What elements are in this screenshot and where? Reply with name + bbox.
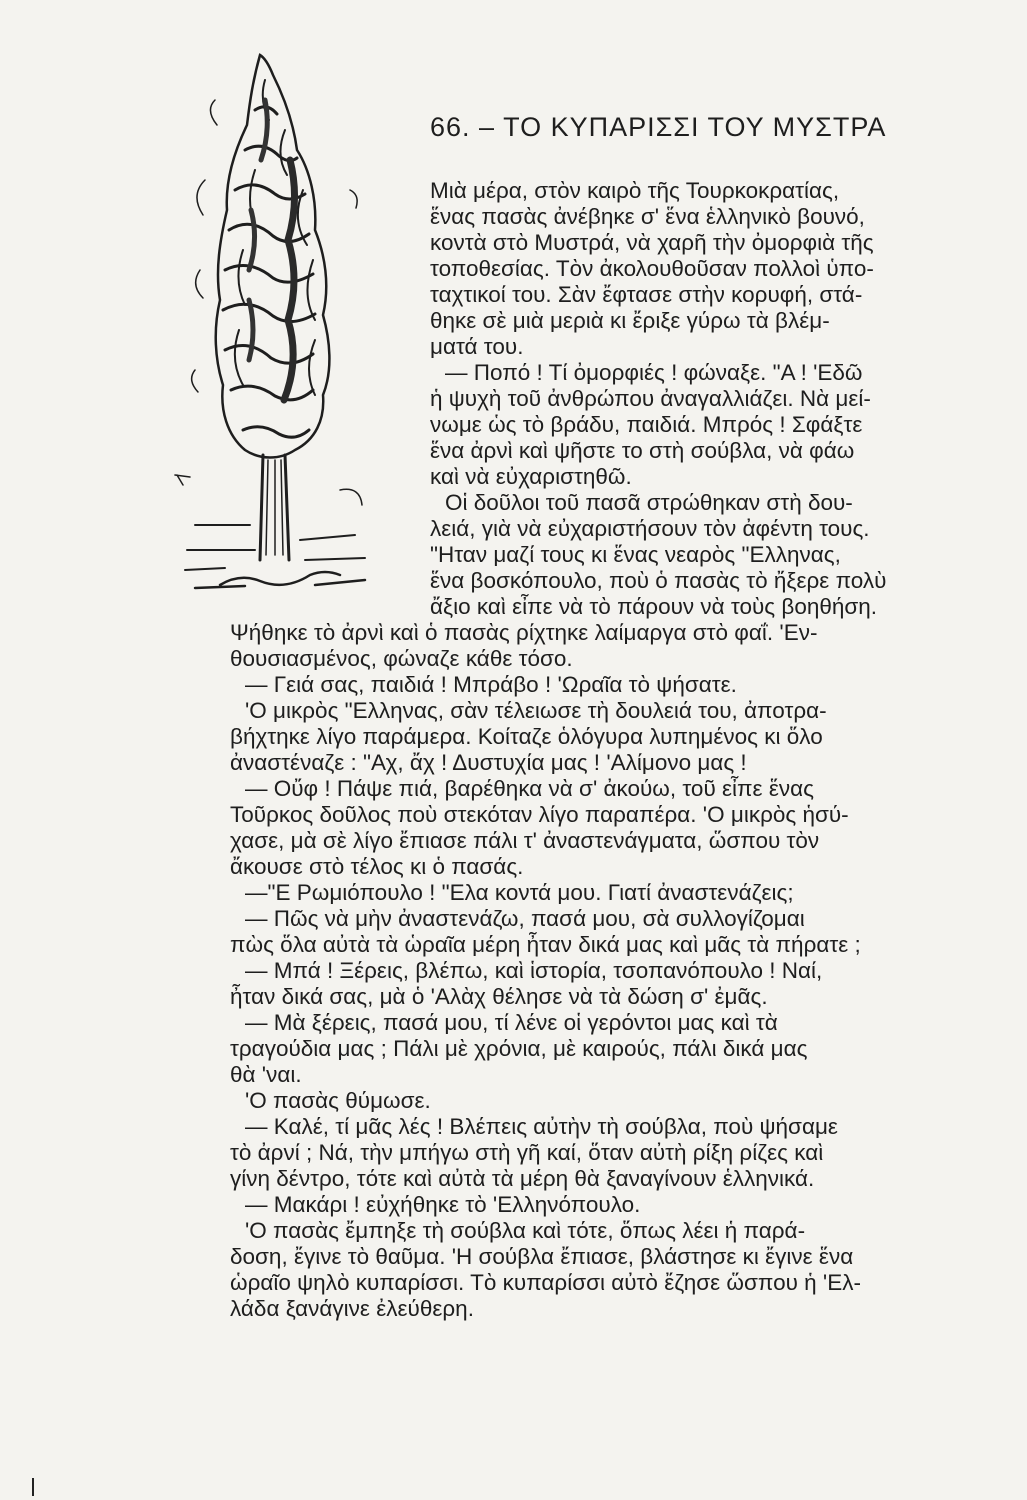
text-line: θουσιασμένος, φώναζε κάθε τόσο.: [230, 646, 573, 671]
text-line: ἦταν δικά σας, μὰ ὁ 'Αλὰχ θέλησε νὰ τὰ δώση σ' ἐμᾶς.: [230, 984, 768, 1009]
text-line: χασε, μὰ σὲ λίγο ἔπιασε πάλι τ' ἀναστενάγματα, ὥσπου τὸν: [230, 828, 820, 853]
text-line: καὶ νὰ εὐχαριστηθῶ.: [430, 464, 632, 489]
text-line: νωμε ὡς τὸ βράδυ, παιδιά. Μπρός ! Σφάξτε: [430, 412, 863, 437]
text-line: "Ηταν μαζί τους κι ἕνας νεαρὸς "Ελληνας,: [430, 542, 841, 567]
text-line: — Οὔφ ! Πάψε πιά, βαρέθηκα νὰ σ' ἀκούω, τοῦ εἶπε ἕνας: [245, 776, 814, 801]
text-line: Ψήθηκε τὸ ἀρνὶ καὶ ὁ πασὰς ρίχτηκε λαίμαργα στὸ φαΐ. 'Εν-: [230, 620, 818, 645]
text-line: θηκε σὲ μιὰ μεριὰ κι ἔριξε γύρω τὰ βλέμ-: [430, 308, 830, 333]
text-line: ἕνας πασὰς ἀνέβηκε σ' ἕνα ἑλληνικὸ βουνό,: [430, 204, 865, 229]
text-line: ταχτικοί του. Σὰν ἔφτασε στὴν κορυφή, στά-: [430, 282, 863, 307]
text-line: 'Ο πασὰς θύμωσε.: [245, 1088, 431, 1113]
text-line: — Ποπό ! Τί ὀμορφιές ! φώναξε. "Α ! 'Εδῶ: [445, 360, 863, 385]
text-line: λειά, γιὰ νὰ εὐχαριστήσουν τὸν ἀφέντη τους.: [430, 516, 870, 541]
text-line: — Καλέ, τί μᾶς λές ! Βλέπεις αὐτὴν τὴ σούβλα, ποὺ ψήσαμε: [245, 1114, 838, 1139]
text-line: 'Ο πασὰς ἔμπηξε τὴ σούβλα καὶ τότε, ὅπως λέει ἡ παρά-: [245, 1218, 806, 1243]
text-line: — Μακάρι ! εὐχήθηκε τὸ 'Ελληνόπουλο.: [245, 1192, 641, 1217]
text-line: τὸ ἀρνί ; Νά, τὴν μπήγω στὴ γῆ καί, ὅταν αὐτὴ ρίξη ρίζες καὶ: [230, 1140, 824, 1165]
text-line: ματά του.: [430, 334, 524, 359]
text-line: ὡραῖο ψηλὸ κυπαρίσσι. Τὸ κυπαρίσσι αὐτὸ ἔζησε ὥσπου ἡ 'Ελ-: [230, 1270, 861, 1295]
text-line: ἕνα βοσκόπουλο, ποὺ ὁ πασὰς τὸ ἤξερε πολὺ: [430, 568, 887, 593]
margin-mark: [32, 1478, 34, 1496]
text-line: τοποθεσίας. Τὸν ἀκολουθοῦσαν πολλοὶ ὑπο-: [430, 256, 874, 281]
text-line: κοντὰ στὸ Μυστρά, νὰ χαρῆ τὴν ὀμορφιὰ τῆς: [430, 230, 874, 255]
text-line: Τοῦρκος δοῦλος ποὺ στεκόταν λίγο παραπέρα. 'Ο μικρὸς ἡσύ-: [230, 802, 849, 827]
text-line: Μιὰ μέρα, στὸν καιρὸ τῆς Τουρκοκρατίας,: [430, 178, 840, 203]
text-line: γίνη δέντρο, τότε καὶ αὐτὰ τὰ μέρη θὰ ξαναγίνουν ἑλληνικά.: [230, 1166, 815, 1191]
text-line: θὰ 'ναι.: [230, 1062, 302, 1087]
text-line: — Γειά σας, παιδιά ! Μπράβο ! 'Ωραῖα τὸ ψήσατε.: [245, 672, 737, 697]
text-line: λάδα ξανάγινε ἐλεύθερη.: [230, 1296, 474, 1321]
text-line: ἕνα ἀρνὶ καὶ ψῆστε το στὴ σούβλα, νὰ φάω: [430, 438, 855, 463]
chapter-title: 66. – ΤΟ ΚΥΠΑΡΙΣΣΙ ΤΟΥ ΜΥΣΤΡΑ: [430, 112, 887, 142]
text-line: ἀναστέναζε : "Αχ, ἄχ ! Δυστυχία μας ! 'Αλίμονο μας !: [230, 750, 747, 775]
text-line: τραγούδια μας ; Πάλι μὲ χρόνια, μὲ καιρούς, πάλι δικά μας: [230, 1036, 808, 1061]
text-line: ἡ ψυχὴ τοῦ ἀνθρώπου ἀναγαλλιάζει. Νὰ μεί-: [430, 386, 871, 411]
text-line: — Πῶς νὰ μὴν ἀναστενάζω, πασά μου, σὰ συλλογίζομαι: [245, 906, 805, 931]
text-line: ἄξιο καὶ εἶπε νὰ τὸ πάρουν νὰ τοὺς βοηθήση.: [430, 594, 878, 619]
text-line: —"Ε Ρωμιόπουλο ! "Ελα κοντά μου. Γιατί ἀναστενάζεις;: [245, 880, 794, 905]
text-line: Οἱ δοῦλοι τοῦ πασᾶ στρώθηκαν στὴ δου-: [445, 490, 853, 515]
text-line: 'Ο μικρὸς "Ελληνας, σὰν τέλειωσε τὴ δουλειά του, ἀποτρα-: [245, 698, 827, 723]
text-line: δοση, ἔγινε τὸ θαῦμα. 'Η σούβλα ἔπιασε, βλάστησε κι ἔγινε ἕνα: [230, 1244, 854, 1269]
cypress-tree-illustration: [165, 40, 385, 600]
text-line: ἄκουσε στὸ τέλος κι ὁ πασάς.: [230, 854, 524, 879]
text-line: — Μὰ ξέρεις, πασά μου, τί λένε οἱ γερόντοι μας καὶ τὰ: [245, 1010, 778, 1035]
text-line: πὼς ὅλα αὐτὰ τὰ ὡραῖα μέρη ἦταν δικά μας καὶ μᾶς τὰ πήρατε ;: [230, 932, 861, 957]
text-line: — Μπά ! Ξέρεις, βλέπω, καὶ ἱστορία, τσοπανόπουλο ! Ναί,: [245, 958, 823, 983]
text-line: βήχτηκε λίγο παράμερα. Κοίταζε ὁλόγυρα λυπημένος κι ὅλο: [230, 724, 823, 749]
